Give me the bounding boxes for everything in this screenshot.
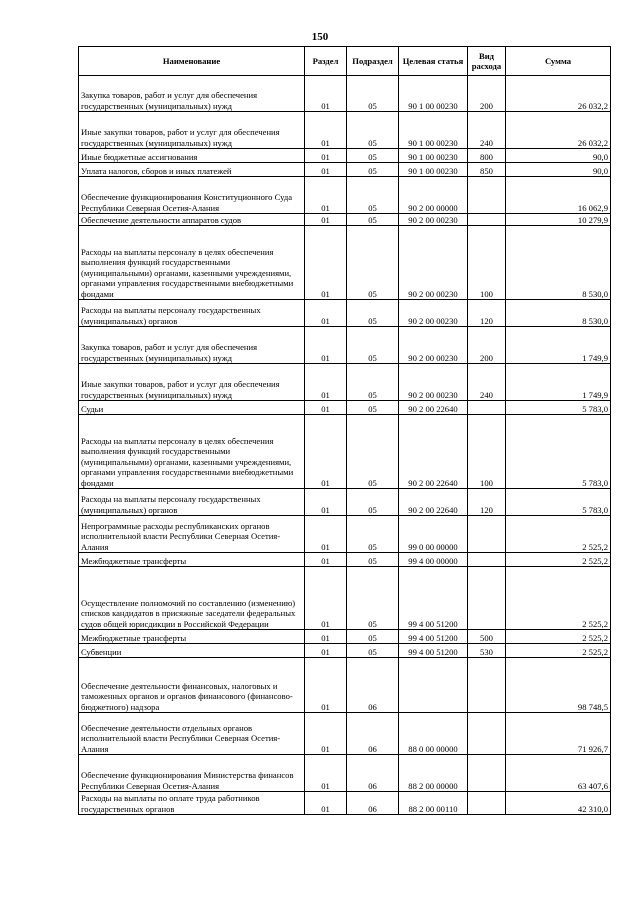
row-name: Расходы на выплаты персоналу в целях обеспечения выполнения функций государственными (муниципальными) органами, казенными учреждениями, органами управления государственными внебюджетными фондами — [79, 415, 305, 489]
row-target-article: 90 2 00 00000 — [399, 177, 468, 214]
row-subsection: 05 — [347, 567, 399, 630]
row-section: 01 — [305, 177, 347, 214]
row-name: Закупка товаров, работ и услуг для обеспечения государственных (муниципальных) нужд — [79, 327, 305, 364]
row-name: Иные закупки товаров, работ и услуг для обеспечения государственных (муниципальных) нужд — [79, 112, 305, 149]
row-sum: 2 525,2 — [506, 644, 611, 658]
row-subsection: 05 — [347, 644, 399, 658]
row-target-article: 99 4 00 51200 — [399, 567, 468, 630]
row-sum: 26 032,2 — [506, 112, 611, 149]
row-section: 01 — [305, 112, 347, 149]
table-row — [79, 364, 611, 401]
row-sum: 2 525,2 — [506, 567, 611, 630]
row-expense-type: 800 — [468, 149, 506, 163]
header-expense-type: Вид расхода — [468, 47, 506, 76]
table-row — [79, 630, 611, 644]
row-sum: 2 525,2 — [506, 630, 611, 644]
row-expense-type — [468, 755, 506, 792]
row-section: 01 — [305, 300, 347, 327]
row-section: 01 — [305, 755, 347, 792]
row-target-article: 88 2 00 00000 — [399, 755, 468, 792]
row-section: 01 — [305, 644, 347, 658]
budget-table — [78, 46, 611, 815]
row-subsection: 05 — [347, 516, 399, 553]
table-row — [79, 76, 611, 112]
row-subsection: 05 — [347, 364, 399, 401]
row-subsection: 05 — [347, 226, 399, 300]
row-target-article: 99 4 00 51200 — [399, 630, 468, 644]
row-target-article: 90 1 00 00230 — [399, 76, 468, 112]
row-name: Межбюджетные трансферты — [79, 553, 305, 567]
table-row — [79, 516, 611, 553]
row-expense-type: 100 — [468, 226, 506, 300]
table-row — [79, 149, 611, 163]
table-row — [79, 177, 611, 214]
row-expense-type — [468, 177, 506, 214]
row-expense-type: 240 — [468, 364, 506, 401]
row-name: Расходы на выплаты по оплате труда работников государственных органов — [79, 792, 305, 815]
row-target-article — [399, 658, 468, 713]
row-expense-type: 240 — [468, 112, 506, 149]
table-row — [79, 300, 611, 327]
table-header-row — [79, 47, 611, 76]
row-subsection: 06 — [347, 755, 399, 792]
row-section: 01 — [305, 401, 347, 415]
row-subsection: 05 — [347, 327, 399, 364]
row-section: 01 — [305, 327, 347, 364]
row-expense-type: 530 — [468, 644, 506, 658]
row-sum: 8 530,0 — [506, 226, 611, 300]
row-sum: 63 407,6 — [506, 755, 611, 792]
header-subsection: Подраздел — [347, 47, 399, 76]
header-target-article: Целевая статья — [399, 47, 468, 76]
row-target-article: 90 2 00 22640 — [399, 401, 468, 415]
row-subsection: 05 — [347, 177, 399, 214]
row-section: 01 — [305, 214, 347, 226]
table-row — [79, 214, 611, 226]
row-name: Непрограммные расходы республиканских органов исполнительной власти Республики Северная Осетия-Алания — [79, 516, 305, 553]
row-sum: 10 279,9 — [506, 214, 611, 226]
row-name: Судьи — [79, 401, 305, 415]
row-target-article: 90 2 00 00230 — [399, 226, 468, 300]
row-target-article: 90 2 00 00230 — [399, 364, 468, 401]
row-name: Обеспечение деятельности отдельных органов исполнительной власти Республики Северная Осетия-Алания — [79, 713, 305, 755]
row-subsection: 05 — [347, 401, 399, 415]
table-row — [79, 658, 611, 713]
table-row — [79, 567, 611, 630]
table-row — [79, 644, 611, 658]
row-section: 01 — [305, 149, 347, 163]
row-section: 01 — [305, 553, 347, 567]
row-subsection: 05 — [347, 489, 399, 516]
row-sum: 90,0 — [506, 149, 611, 163]
row-target-article: 99 4 00 00000 — [399, 553, 468, 567]
table-row — [79, 163, 611, 177]
row-name: Закупка товаров, работ и услуг для обеспечения государственных (муниципальных) нужд — [79, 76, 305, 112]
row-expense-type: 120 — [468, 300, 506, 327]
row-subsection: 05 — [347, 149, 399, 163]
row-target-article: 90 1 00 00230 — [399, 149, 468, 163]
row-subsection: 05 — [347, 76, 399, 112]
table-row — [79, 713, 611, 755]
row-name: Обеспечение деятельности аппаратов судов — [79, 214, 305, 226]
row-target-article: 99 4 00 51200 — [399, 644, 468, 658]
row-section: 01 — [305, 163, 347, 177]
row-subsection: 06 — [347, 792, 399, 815]
row-sum: 5 783,0 — [506, 401, 611, 415]
row-subsection: 05 — [347, 214, 399, 226]
table-row — [79, 401, 611, 415]
table-row — [79, 112, 611, 149]
row-subsection: 05 — [347, 415, 399, 489]
row-expense-type: 850 — [468, 163, 506, 177]
header-section: Раздел — [305, 47, 347, 76]
row-expense-type — [468, 553, 506, 567]
row-name: Расходы на выплаты персоналу государственных (муниципальных) органов — [79, 300, 305, 327]
row-expense-type — [468, 516, 506, 553]
row-sum: 42 310,0 — [506, 792, 611, 815]
table-row — [79, 489, 611, 516]
table-row — [79, 415, 611, 489]
header-name: Наименование — [79, 47, 305, 76]
row-subsection: 05 — [347, 112, 399, 149]
row-name: Уплата налогов, сборов и иных платежей — [79, 163, 305, 177]
row-target-article: 88 2 00 00110 — [399, 792, 468, 815]
row-section: 01 — [305, 713, 347, 755]
table-row — [79, 755, 611, 792]
row-section: 01 — [305, 364, 347, 401]
row-name: Субвенции — [79, 644, 305, 658]
row-target-article: 90 2 00 22640 — [399, 415, 468, 489]
row-name: Обеспечение функционирования Министерства финансов Республики Северная Осетия-Алания — [79, 755, 305, 792]
row-target-article: 90 1 00 00230 — [399, 163, 468, 177]
table-row — [79, 553, 611, 567]
row-expense-type: 200 — [468, 327, 506, 364]
row-sum: 90,0 — [506, 163, 611, 177]
row-subsection: 05 — [347, 553, 399, 567]
row-sum: 1 749,9 — [506, 364, 611, 401]
row-target-article: 90 2 00 22640 — [399, 489, 468, 516]
row-sum: 5 783,0 — [506, 489, 611, 516]
table-row — [79, 792, 611, 815]
row-name: Расходы на выплаты персоналу в целях обеспечения выполнения функций государственными (муниципальными) органами, казенными учреждениями, органами управления государственными внебюджетными фондами — [79, 226, 305, 300]
row-name: Обеспечение деятельности финансовых, налоговых и таможенных органов и органов финансового (финансово-бюджетного) надзора — [79, 658, 305, 713]
row-expense-type: 500 — [468, 630, 506, 644]
row-sum: 98 748,5 — [506, 658, 611, 713]
row-name: Обеспечение функционирования Конституционного Суда Республики Северная Осетия-Алания — [79, 177, 305, 214]
row-expense-type — [468, 792, 506, 815]
page-number: 150 — [311, 31, 329, 43]
row-target-article: 99 0 00 00000 — [399, 516, 468, 553]
row-sum: 26 032,2 — [506, 76, 611, 112]
header-sum: Сумма — [506, 47, 611, 76]
row-target-article: 90 2 00 00230 — [399, 300, 468, 327]
row-section: 01 — [305, 658, 347, 713]
row-name: Расходы на выплаты персоналу государственных (муниципальных) органов — [79, 489, 305, 516]
row-sum: 71 926,7 — [506, 713, 611, 755]
row-expense-type: 200 — [468, 76, 506, 112]
row-section: 01 — [305, 415, 347, 489]
row-section: 01 — [305, 567, 347, 630]
row-expense-type: 120 — [468, 489, 506, 516]
row-name: Межбюджетные трансферты — [79, 630, 305, 644]
row-expense-type — [468, 401, 506, 415]
row-section: 01 — [305, 516, 347, 553]
row-expense-type — [468, 713, 506, 755]
row-subsection: 05 — [347, 300, 399, 327]
row-section: 01 — [305, 489, 347, 516]
row-target-article: 90 2 00 00230 — [399, 327, 468, 364]
row-expense-type: 100 — [468, 415, 506, 489]
row-sum: 8 530,0 — [506, 300, 611, 327]
row-sum: 2 525,2 — [506, 553, 611, 567]
row-name: Иные бюджетные ассигнования — [79, 149, 305, 163]
row-name: Осуществление полномочий по составлению (изменению) списков кандидатов в присяжные заседатели федеральных судов общей юрисдикции в Российской Федерации — [79, 567, 305, 630]
row-sum: 2 525,2 — [506, 516, 611, 553]
row-sum: 5 783,0 — [506, 415, 611, 489]
row-name: Иные закупки товаров, работ и услуг для обеспечения государственных (муниципальных) нужд — [79, 364, 305, 401]
row-expense-type — [468, 214, 506, 226]
row-subsection: 06 — [347, 658, 399, 713]
row-target-article: 88 0 00 00000 — [399, 713, 468, 755]
row-expense-type — [468, 658, 506, 713]
row-section: 01 — [305, 630, 347, 644]
row-target-article: 90 2 00 00230 — [399, 214, 468, 226]
row-section: 01 — [305, 792, 347, 815]
row-section: 01 — [305, 226, 347, 300]
row-sum: 1 749,9 — [506, 327, 611, 364]
row-expense-type — [468, 567, 506, 630]
row-subsection: 06 — [347, 713, 399, 755]
row-sum: 16 062,9 — [506, 177, 611, 214]
row-subsection: 05 — [347, 630, 399, 644]
row-subsection: 05 — [347, 163, 399, 177]
row-target-article: 90 1 00 00230 — [399, 112, 468, 149]
table-row — [79, 226, 611, 300]
row-section: 01 — [305, 76, 347, 112]
table-row — [79, 327, 611, 364]
